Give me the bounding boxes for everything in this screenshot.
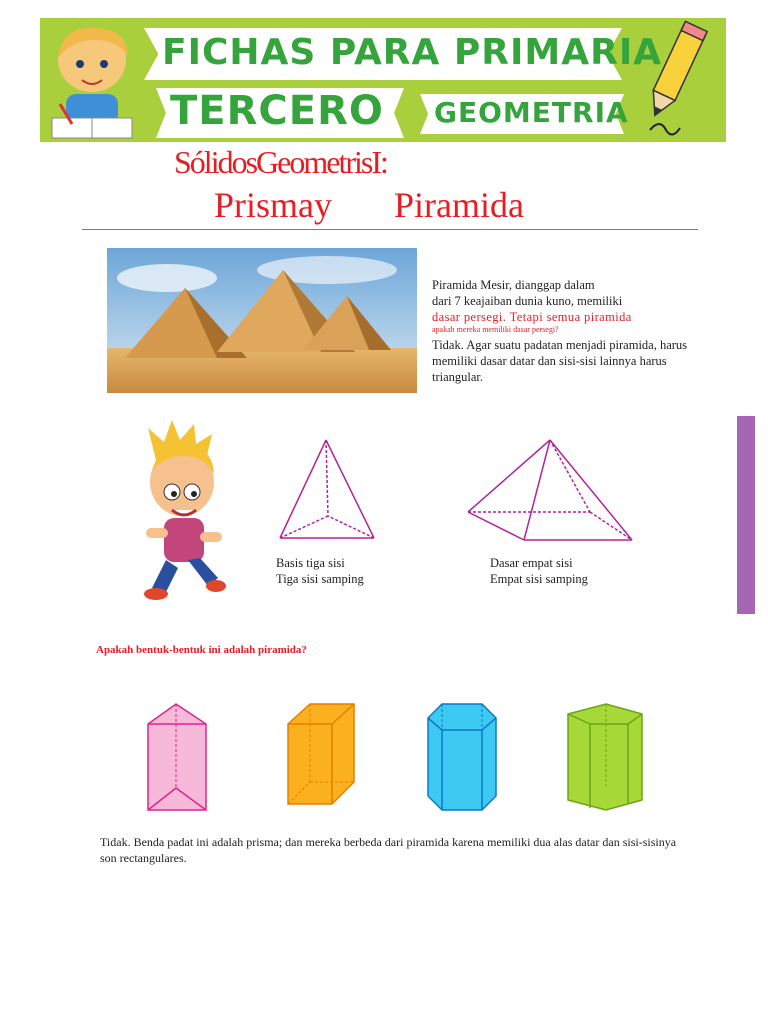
answer-paragraph bbox=[100, 834, 740, 866]
triangular-caption-2: Tiga sisi samping bbox=[276, 572, 364, 586]
page-subtitle-right: Piramida bbox=[394, 185, 524, 225]
answer-line-2: son rectangulares. bbox=[100, 851, 187, 865]
running-boy-illustration bbox=[138, 420, 228, 610]
intro-answer: Tidak. Agar suatu padatan menjadi piramida, harus memiliki dasar datar dan sisi-sisi lainnya harus triangular. bbox=[432, 338, 688, 384]
square-pyramid-diagram bbox=[466, 436, 636, 544]
intro-line-2: dari 7 keajaiban dunia kuno, memiliki bbox=[432, 294, 623, 308]
header-banner bbox=[40, 18, 726, 142]
page-title: SólidosGeometrisI: bbox=[174, 144, 387, 180]
egypt-pyramids-photo bbox=[107, 248, 417, 393]
side-color-bar bbox=[737, 416, 755, 614]
banner-grade: TERCERO bbox=[170, 88, 384, 134]
pencil-icon bbox=[630, 20, 722, 142]
blue-hexagonal-prism bbox=[426, 702, 498, 812]
intro-line-3: dasar persegi. Tetapi semua piramida bbox=[432, 310, 632, 324]
title-divider bbox=[82, 229, 698, 230]
intro-line-1: Piramida Mesir, dianggap dalam bbox=[432, 278, 595, 292]
question-text: Apakah bentuk-bentuk ini adalah piramida? bbox=[96, 644, 307, 656]
intro-question-small: apakah mereka memiliki dasar persegi? bbox=[432, 325, 559, 334]
banner-title: FICHAS PARA PRIMARIA bbox=[162, 32, 663, 73]
banner-subject: GEOMETRIA bbox=[434, 96, 629, 129]
orange-rectangular-prism bbox=[286, 702, 356, 806]
triangular-pyramid-diagram bbox=[278, 436, 378, 542]
child-reading-illustration bbox=[42, 20, 138, 140]
answer-line-1: Tidak. Benda padat ini adalah prisma; dan mereka berbeda dari piramida karena memiliki dua alas datar dan sisi-sisinya bbox=[100, 835, 677, 849]
square-caption-2: Empat sisi samping bbox=[490, 572, 588, 586]
square-caption-1: Dasar empat sisi bbox=[490, 556, 573, 570]
intro-paragraph bbox=[432, 277, 702, 385]
triangular-caption-1: Basis tiga sisi bbox=[276, 556, 345, 570]
page-subtitle-left: Prismay bbox=[214, 185, 333, 225]
pink-triangular-prism bbox=[144, 702, 210, 814]
green-pentagonal-prism bbox=[566, 702, 646, 812]
